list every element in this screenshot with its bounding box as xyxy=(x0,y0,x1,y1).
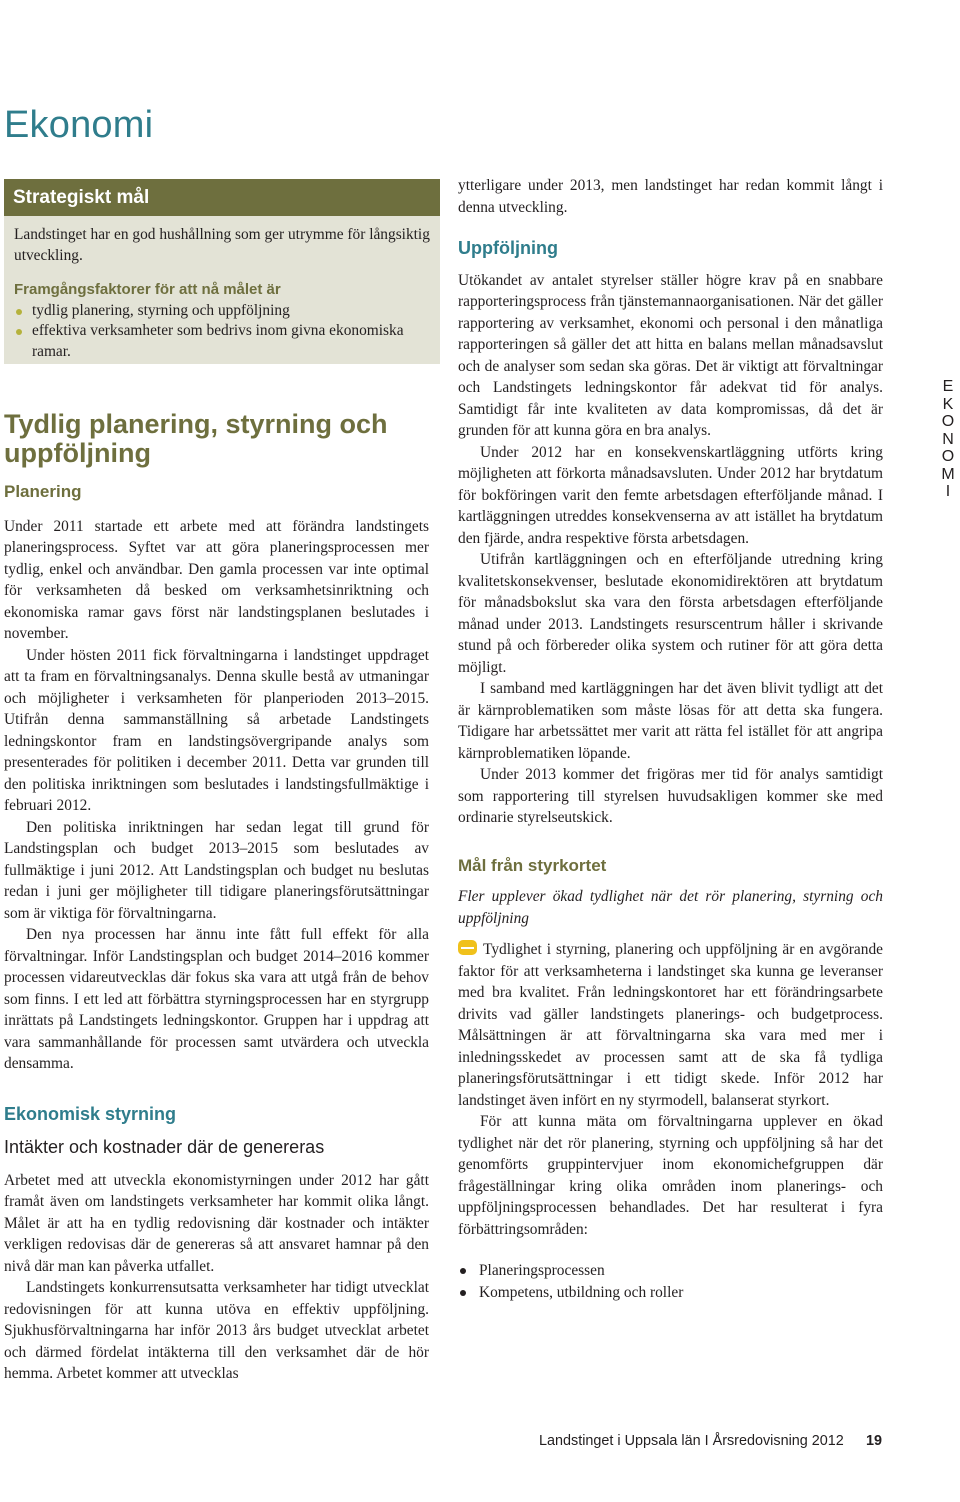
strategic-goal-box xyxy=(4,179,440,364)
footer-text: Landstinget i Uppsala län I Årsredovisning 2012 xyxy=(539,1433,844,1449)
paragraph: Arbetet med att utveckla ekonomistyrningen under 2012 har gått framåt även om landstingets verksamheter har kommit olika långt. Målet är att ha en tydlig redovisning där kostnader och intäkter verkligen redovisas där de genereras så att ansvaret hamnar på den nivå där man kan påverka utfallet. xyxy=(4,1171,429,1275)
page-title: Ekonomi xyxy=(4,104,154,146)
list-item: Kompetens, utbildning och roller xyxy=(458,1282,883,1304)
ekonomisk-styrning-heading: Ekonomisk styrning xyxy=(4,1103,177,1124)
status-indicator-icon xyxy=(458,940,477,955)
strategic-goal-text: Landstinget har en god hushållning som ger utrymme för långsiktig utveckling. xyxy=(14,226,430,264)
paragraph: Under hösten 2011 fick förvaltningarna i landstinget uppdraget att ta fram en förvaltningsanalys. Denna skulle bestå av utmaningar och möjligheter i verksamheten för planperioden 2013–2015. Utifrån denna sammanställning så arbetade Landstingets ledningskontor fram en landstingsövergripande analys som presenterades för politiken i december 2011. Detta var grunden till den politiska inriktningen som beslutades i landstingsfullmäktige i februari 2012. xyxy=(4,646,429,814)
paragraph: ytterligare under 2013, men landstinget har redan kommit långt i denna utveckling. xyxy=(458,177,883,216)
intakter-heading: Intäkter och kostnader där de genereras xyxy=(4,1137,325,1157)
strategic-goal-body xyxy=(4,216,440,362)
mal-heading: Mål från styrkortet xyxy=(458,855,607,875)
improvement-areas-list xyxy=(458,1260,883,1303)
uppfoljning-heading: Uppföljning xyxy=(458,238,558,258)
paragraph xyxy=(458,939,883,1111)
list-item: tydlig planering, styrning och uppföljning xyxy=(14,301,430,322)
strategic-goal-heading: Strategiskt mål xyxy=(4,179,440,216)
list-item: Planeringsprocessen xyxy=(458,1260,883,1282)
paragraph: Landstingets konkurrensutsatta verksamheter har tidigt utvecklat redovisningen för att kunna utöva en effektiv uppföljning. Sjukhusförvaltningarna har inför 2013 års budget utvecklat arbetet och därmed fördelat intäkterna till den verksamhet där de hör hemma. Arbetet kommer att utvecklas xyxy=(4,1279,429,1382)
side-tab-letter: I xyxy=(945,483,951,500)
paragraph: Den politiska inriktningen har sedan legat till grund för Landstingsplan och budget 2013–2015 som beslutades av fullmäktige i juni 2012. Att Landstingsplan och budget nu beslutas redan i juni ger möjligheter till tidigare planeringsförutsättningar som är viktiga för förvaltningarna. xyxy=(4,818,429,922)
success-factors-list xyxy=(14,301,430,363)
left-column xyxy=(4,410,429,1385)
success-factors-heading: Framgångsfaktorer för att nå målet är xyxy=(14,281,281,298)
section-side-tab xyxy=(936,378,960,501)
side-tab-letter: K xyxy=(942,395,954,413)
paragraph: För att kunna mäta om förvaltningarna upplever en ökad tydlighet när det rör planering, styrning och uppföljning så har det genomförts gruppintervjuer inom ekonomichefgruppen där frågeställningar kring olika områden inom planerings- och uppföljningsprocessen behandlades. Det har resulterat i fyra förbättringsområden: xyxy=(458,1113,883,1238)
section-title: Tydlig planering, styrning och uppföljning xyxy=(4,409,388,468)
page-number: 19 xyxy=(866,1433,883,1449)
side-tab-letter: E xyxy=(942,378,954,395)
list-item: effektiva verksamheter som bedrivs inom givna ekonomiska ramar. xyxy=(14,321,430,362)
side-tab-letter: O xyxy=(941,448,955,465)
right-column xyxy=(458,175,883,1303)
paragraph: Under 2012 har en konsekvenskartläggning utförts kring möjligheten att förkorta månadsavsluten. Under 2012 har brytdatum för bokföringen varit den femte arbetsdagen efterföljande månad. I kartläggningen utreddes konsekvenserna av att istället ha brytdatum den fjärde, andra respektive första arbetsdagen. xyxy=(458,443,883,547)
paragraph: Utökandet av antalet styrelser ställer högre krav på en snabbare rapporteringsprocess från tjänstemannaorganisationen. När det gäller rapportering av verksamhet, ekonomi och personal i den månatliga rapporteringen så gäller det att hitta en balans mellan månadsavslut och de analyser som sedan ska göras. Det är viktigt att förvaltningar och Landstingets ledningskontor får adekvat tid för analys. Samtidigt får inte kvaliteten av data kompromissas, då det är grunden för att kunna göra en bra analys. xyxy=(458,271,883,439)
paragraph: I samband med kartläggningen har det även blivit tydligt att det är kärnproblematiken som måste lösas för att detta ska fungera. Tidigare har arbetssättet mer varit att rätta fel istället för att angripa kärnproblematiken löpande. xyxy=(458,680,883,762)
paragraph-text: Tydlighet i styrning, planering och uppföljning är en avgörande faktor för att verksamheterna i landstinget ska kunna ge leveranser med bra kvalitet. Från ledningskontoret har ett förändringsarbete drivits vad gäller landstingets planerings- och budgetprocess. Målsättningen är att förvaltningarna ska vara med mer i inledningsskedet av processen samt att de ska få tydliga planeringsförutsättningar i ett tidigt skede. Inför 2012 har landstinget även infört en ny styrmodell, balanserat styrkort. xyxy=(458,941,883,1109)
planering-heading: Planering xyxy=(4,482,82,501)
paragraph: Utifrån kartläggningen och en efterföljande utredning kring kvalitetskonsekvenser, beslutade ekonomidirektören att brytdatum för månadsbokslut ska vara den första arbetsdagen efterföljande månad under 2013. Landstingets resurscentrum håller i skrivande stund på och förbereder olika system och rutiner för att göra detta möjligt. xyxy=(458,551,883,676)
paragraph: Den nya processen har ännu inte fått full effekt för alla förvaltningar. Inför Landstingsplan och budget 2014–2016 kommer processen vidareutvecklas där fokus ska vara att utgå från de behov som finns. I ett led att förbättra styrningsprocessen har en styrgrupp inrättats på Landstingets ledningskontor. Gruppen har i uppdrag att vara sammanhållande för processen samt utvärdera och utveckla densamma. xyxy=(4,926,429,1072)
paragraph: Under 2011 startade ett arbete med att förändra landstingets planeringsprocess. Syftet var att göra planeringsprocessen mer tydlig, enkel och användbar. Den gamla processen var inte optimal för verksamheten då besked om verksamhetsinriktning och ekonomiska ramar gavs först när landstingsplanen beslutades i november. xyxy=(4,517,429,642)
goal-statement: Fler upplever ökad tydlighet när det rör planering, styrning och uppföljning xyxy=(458,888,883,927)
side-tab-letter: O xyxy=(941,413,955,430)
side-tab-letter: M xyxy=(941,465,955,483)
side-tab-letter: N xyxy=(942,430,954,448)
paragraph: Under 2013 kommer det frigöras mer tid för analys samtidigt som rapportering till styrelsen huvudsakligen kommer ske med ordinarie styrelseutskick. xyxy=(458,766,883,826)
